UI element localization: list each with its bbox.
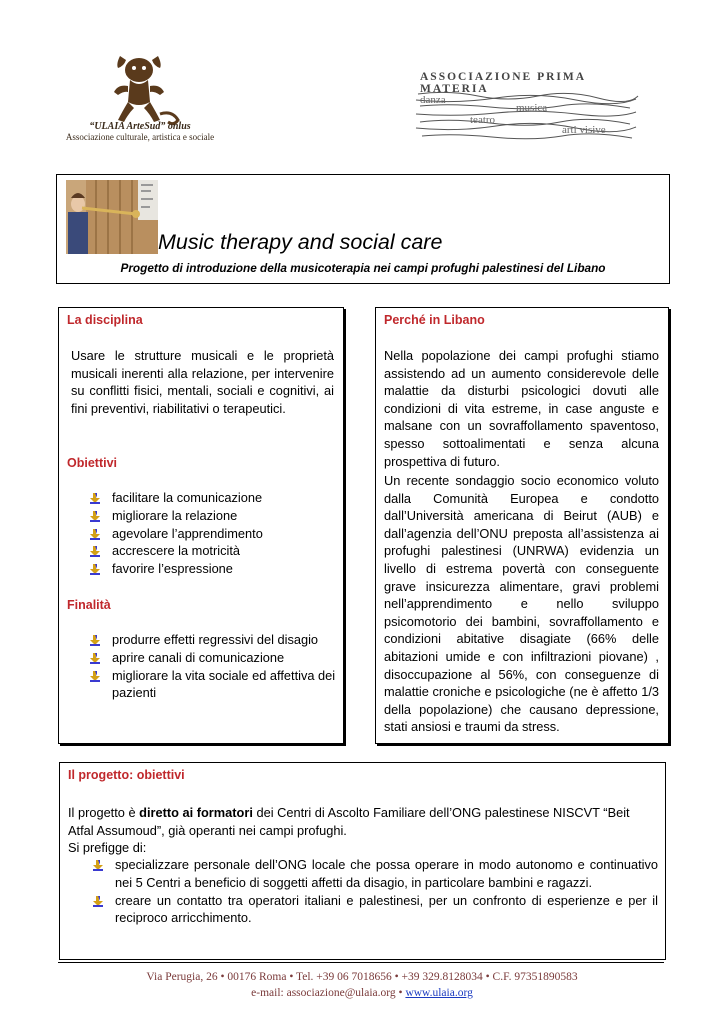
finalita-2: aprire canali di comunicazione xyxy=(112,649,285,665)
project-intro-after: dei Centri di Ascolto Familiare dell’ONG palestinese NISCVT “Beit Atfal Assumoud”, già operanti nei campi profughi. xyxy=(68,805,630,838)
finalita-list xyxy=(88,631,336,702)
bullet-arrow-icon xyxy=(90,563,102,575)
footer-email: e-mail: associazione@ulaia.org • xyxy=(251,987,406,999)
footer-divider xyxy=(58,962,664,963)
bullet-arrow-icon xyxy=(90,670,102,682)
heading-perche-libano: Perché in Libano xyxy=(384,313,485,327)
bullet-arrow-icon xyxy=(90,492,102,504)
bullet-arrow-icon xyxy=(90,652,102,664)
list-item xyxy=(88,631,336,649)
list-item xyxy=(88,525,338,543)
project-goal-1: specializzare personale dell’ONG locale che possa operare in modo autonomo e continuativo nei 5 Centri a beneficio di soggetti affetti da disagio, in particolare bambini e ragazzi. xyxy=(115,857,658,890)
project-goals-list xyxy=(91,856,658,927)
musician-photo xyxy=(66,180,158,254)
bullet-arrow-icon xyxy=(90,545,102,557)
logo-left-title: “ULAIA ArteSud” onlus xyxy=(89,121,191,132)
heading-progetto: Il progetto: obiettivi xyxy=(68,768,185,782)
logo-left-subtitle: Associazione culturale, artistica e sociale xyxy=(65,132,215,142)
list-item xyxy=(88,667,336,703)
obiettivo-1: facilitare la comunicazione xyxy=(112,490,263,505)
list-item xyxy=(88,560,338,578)
footer-address: Via Perugia, 26 • 00176 Roma • Tel. +39 06 7018656 • +39 329.8128034 • C.F. 97351890583 xyxy=(146,971,578,983)
list-item xyxy=(88,507,338,525)
bullet-arrow-icon xyxy=(90,528,102,540)
list-item xyxy=(88,489,338,507)
list-item xyxy=(88,542,338,560)
heading-finalita: Finalità xyxy=(67,598,111,612)
finalita-3: migliorare la vita sociale ed affettiva dei pazienti xyxy=(112,667,336,701)
obiettivo-4: accrescere la motricità xyxy=(112,543,241,559)
list-item xyxy=(88,649,336,667)
obiettivo-3: agevolare l’apprendimento xyxy=(112,525,263,541)
obiettivi-list xyxy=(88,489,338,578)
page-title: Music therapy and social care xyxy=(158,230,443,254)
disciplina-text: Usare le strutture musicali e le proprietà musicali inerenti alla relazione, per intervenire su conflitti fisici, mentali, sociali e cognitivi, ai fini preventivi, riabilitativi o terapeutici. xyxy=(71,348,334,416)
list-item xyxy=(91,892,658,928)
footer-contact xyxy=(0,987,724,999)
logo-word-arti-visive: arti visive xyxy=(562,124,606,136)
project-goal-2: creare un contatto tra operatori italiani e palestinesi, per un confronto di esperienze e per il reciproco arricchimento. xyxy=(115,892,658,926)
heading-disciplina: La disciplina xyxy=(67,313,143,327)
list-item xyxy=(91,856,658,892)
obiettivo-5: favorire l’espressione xyxy=(112,561,233,577)
project-intro-bold: diretto ai formatori xyxy=(139,805,253,820)
finalita-1: produrre effetti regressivi del disagio xyxy=(112,632,319,647)
obiettivo-2: migliorare la relazione xyxy=(112,507,238,523)
website-link[interactable]: www.ulaia.org xyxy=(405,987,473,999)
project-intro-before: Il progetto è xyxy=(68,805,140,820)
project-prefigge: Si prefigge di: xyxy=(68,840,147,856)
page-subtitle: Progetto di introduzione della musicoterapia nei campi profughi palestinesi del Libano xyxy=(120,261,606,275)
bullet-arrow-icon xyxy=(90,634,102,646)
heading-obiettivi: Obiettivi xyxy=(67,456,118,470)
logo-word-teatro: teatro xyxy=(470,114,496,126)
logo-right-title: ASSOCIAZIONE PRIMA MATERIA xyxy=(420,71,586,95)
bullet-arrow-icon xyxy=(93,859,105,871)
logo-word-danza: danza xyxy=(420,94,446,106)
perche-libano-para2: Un recente sondaggio socio economico voluto dalla Comunità Europea e condotto dall’Università americana di Beirut (AUB) e dall’agenzia dell’ONU preposta all’assistenza ai profughi palestinesi (UNRWA) evidenzia un livello di estrema povertà con conseguente grave insicurezza alimentare, gravi problemi nell’apprendimento e nello sviluppo psicomotorio dei bambini, sovraffollamento e condizioni abitative disagiate (66% delle abitazioni umide e con infiltrazioni piovane) , disoccupazione al 56%, con conseguenze di malattie croniche e psicologiche (ne è affetto 1/3 della popolazione) che causano depressione, stati ansiosi e traumi da stress. xyxy=(384,473,659,735)
project-intro xyxy=(68,804,658,857)
perche-libano-para1: Nella popolazione dei campi profughi stiamo assistendo ad un aumento considerevole delle malattie da disturbi psicologici dovuti alle condizioni di vita estreme, in case anguste e malsane con un sovraffollamento spaventoso, spesso sottoalimentati e senza alcuna prospettiva di futuro. xyxy=(384,348,659,469)
bullet-arrow-icon xyxy=(93,895,105,907)
logo-word-musica: musica xyxy=(516,102,548,114)
bullet-arrow-icon xyxy=(90,510,102,522)
